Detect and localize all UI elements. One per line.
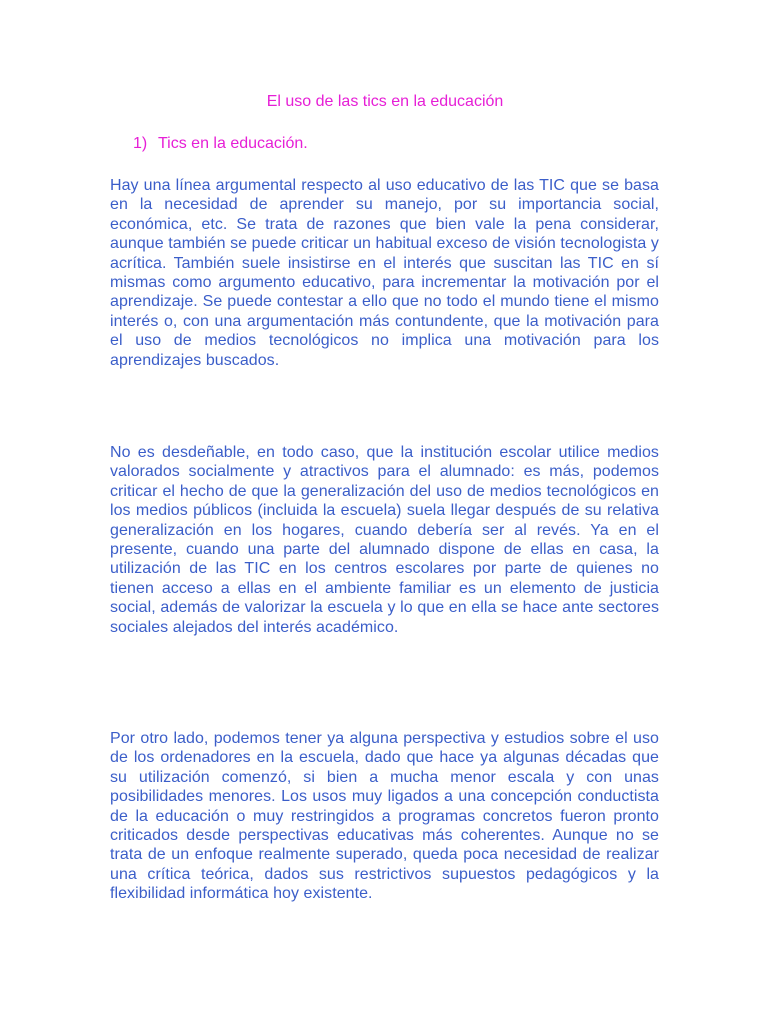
body-paragraph-2: No es desdeñable, en todo caso, que la institución escolar utilice medios valorados socialmente y atractivos para el alumnado: es más, podemos criticar el hecho de que la generalización del uso de medios tecnológicos en los medios públicos (incluida la escuela) suela llegar después de su relativa generalización en los hogares, cuando debería ser al revés. Ya en el presente, cuando una parte del alumnado dispone de ellas en casa, la utilización de las TIC en los centros escolares por parte de quienes no tienen acceso a ellas en el ambiente familiar es un elemento de justicia social, además de valorizar la escuela y lo que en ella se hace ante sectores sociales alejados del interés académico.: [110, 444, 659, 636]
section-number: 1): [133, 135, 148, 152]
document-title: El uso de las tics en la educación: [266, 93, 504, 110]
section-heading-text: Tics en la educación.: [158, 135, 308, 152]
body-paragraph-1: Hay una línea argumental respecto al uso educativo de las TIC que se basa en la necesidad de aprender su manejo, por su importancia social, económica, etc. Se trata de razones que bien vale la pena considerar, aunque también se puede criticar un habitual exceso de visión tecnologista y acrítica. También suele insistirse en el interés que suscitan las TIC en sí mismas como argumento educativo, para incrementar la motivación por el aprendizaje. Se puede contestar a ello que no todo el mundo tiene el mismo interés o, con una argumentación más contundente, que la motivación para el uso de medios tecnológicos no implica una motivación para los aprendizajes buscados.: [110, 177, 659, 369]
section-heading: [133, 134, 308, 154]
body-paragraph-3: Por otro lado, podemos tener ya alguna perspectiva y estudios sobre el uso de los ordenadores en la escuela, dado que hace ya algunas décadas que su utilización comenzó, si bien a mucha menor escala y con unas posibilidades menores. Los usos muy ligados a una concepción conductista de la educación o muy restringidos a programas concretos fueron pronto criticados desde perspectivas educativas más coherentes. Aunque no se trata de un enfoque realmente superado, queda poca necesidad de realizar una crítica teórica, dados sus restrictivos supuestos pedagógicos y la flexibilidad informática hoy existente.: [110, 730, 659, 903]
